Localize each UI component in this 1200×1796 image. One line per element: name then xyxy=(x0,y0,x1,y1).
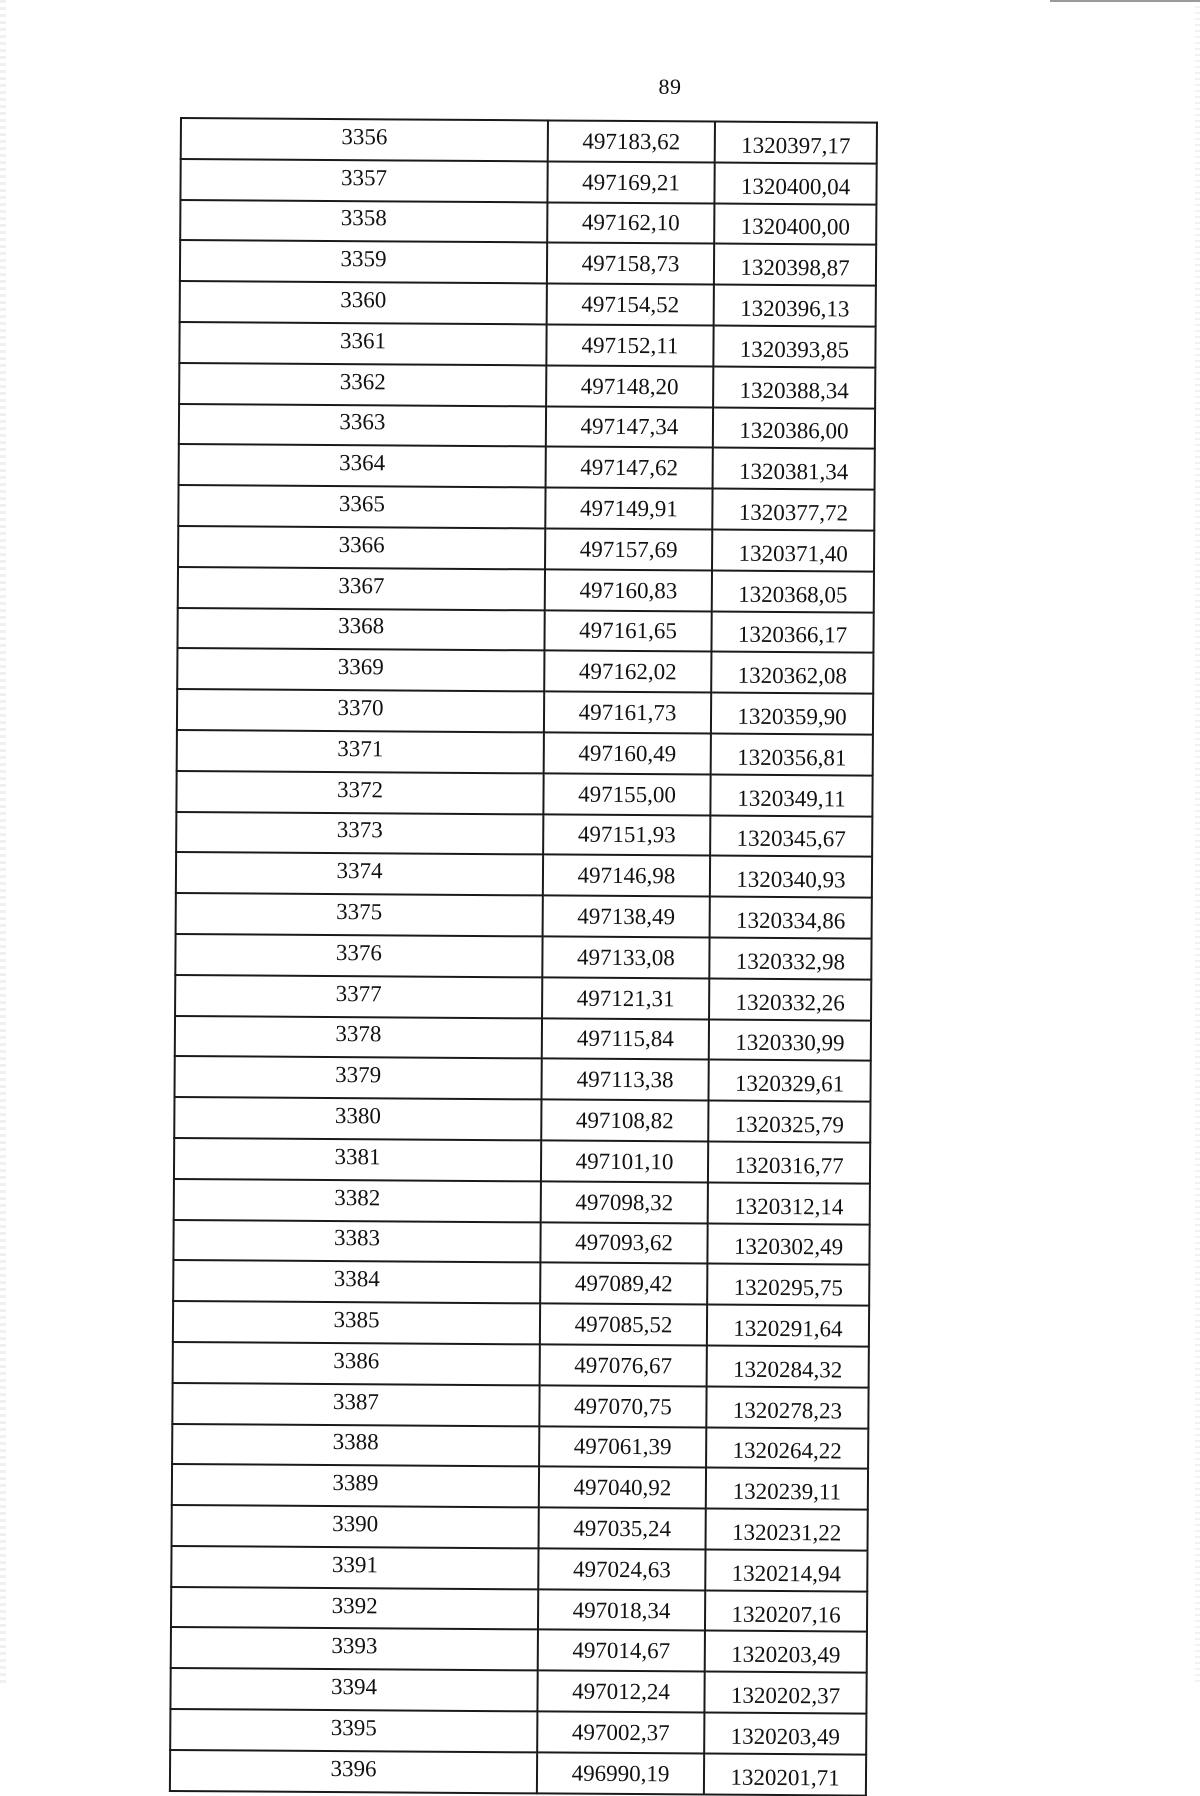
x-coordinate-cell: 497108,82 xyxy=(541,1100,708,1142)
scan-artifact-line xyxy=(1050,0,1200,2)
point-number-cell: 3356 xyxy=(181,118,548,161)
x-coordinate-cell: 497085,52 xyxy=(540,1304,707,1346)
point-number-cell: 3387 xyxy=(172,1383,539,1426)
table-row xyxy=(178,567,874,612)
table-row xyxy=(179,444,875,489)
y-coordinate-cell: 1320393,85 xyxy=(713,326,875,368)
point-number-cell: 3363 xyxy=(179,404,546,447)
table-row xyxy=(172,1383,868,1428)
table-row xyxy=(173,1301,869,1346)
point-number-cell: 3379 xyxy=(174,1056,541,1099)
y-coordinate-cell: 1320396,13 xyxy=(714,285,876,327)
point-number-cell: 3373 xyxy=(176,812,543,855)
table-row xyxy=(174,1056,870,1101)
x-coordinate-cell: 497040,92 xyxy=(539,1467,706,1509)
y-coordinate-cell: 1320388,34 xyxy=(713,366,875,408)
point-number-cell: 3389 xyxy=(172,1464,539,1507)
point-number-cell: 3391 xyxy=(171,1546,538,1589)
x-coordinate-cell: 497076,67 xyxy=(540,1344,707,1386)
table-row xyxy=(171,1587,867,1632)
x-coordinate-cell: 497147,34 xyxy=(546,406,713,448)
table-row xyxy=(173,1219,869,1264)
y-coordinate-cell: 1320295,75 xyxy=(707,1264,869,1306)
point-number-cell: 3383 xyxy=(173,1219,540,1262)
x-coordinate-cell: 497151,93 xyxy=(543,814,710,856)
table-row xyxy=(174,1138,870,1183)
point-number-cell: 3367 xyxy=(178,567,545,610)
x-coordinate-cell: 497154,52 xyxy=(547,284,714,326)
x-coordinate-cell: 497157,69 xyxy=(545,528,712,570)
point-number-cell: 3392 xyxy=(171,1587,538,1630)
table-row xyxy=(177,608,873,653)
point-number-cell: 3357 xyxy=(180,159,547,202)
table-row xyxy=(177,648,873,693)
table-row xyxy=(174,1179,870,1224)
y-coordinate-cell: 1320368,05 xyxy=(712,570,874,612)
point-number-cell: 3386 xyxy=(173,1342,540,1385)
table-row xyxy=(177,689,873,734)
coordinates-table xyxy=(169,117,878,1796)
point-number-cell: 3371 xyxy=(177,730,544,773)
y-coordinate-cell: 1320316,77 xyxy=(708,1141,870,1183)
y-coordinate-cell: 1320291,64 xyxy=(707,1305,869,1347)
table-row xyxy=(176,893,872,938)
y-coordinate-cell: 1320278,23 xyxy=(706,1386,868,1428)
x-coordinate-cell: 497002,37 xyxy=(537,1711,704,1753)
y-coordinate-cell: 1320203,49 xyxy=(705,1631,867,1673)
table-row xyxy=(170,1668,866,1713)
table-row xyxy=(170,1750,866,1795)
point-number-cell: 3360 xyxy=(180,281,547,324)
point-number-cell: 3394 xyxy=(170,1668,537,1711)
y-coordinate-cell: 1320377,72 xyxy=(712,489,874,531)
scan-edge-right xyxy=(1195,0,1200,1686)
x-coordinate-cell: 497035,24 xyxy=(539,1508,706,1550)
point-number-cell: 3377 xyxy=(175,975,542,1018)
x-coordinate-cell: 497149,91 xyxy=(545,488,712,530)
table-row xyxy=(171,1546,867,1591)
x-coordinate-cell: 496990,19 xyxy=(537,1752,704,1794)
table-row xyxy=(176,771,872,816)
x-coordinate-cell: 497162,02 xyxy=(544,651,711,693)
x-coordinate-cell: 497113,38 xyxy=(541,1059,708,1101)
point-number-cell: 3365 xyxy=(178,485,545,528)
coordinates-table-wrapper xyxy=(169,117,878,1796)
point-number-cell: 3358 xyxy=(180,200,547,243)
point-number-cell: 3364 xyxy=(179,444,546,487)
table-row xyxy=(174,1097,870,1142)
point-number-cell: 3366 xyxy=(178,526,545,569)
y-coordinate-cell: 1320371,40 xyxy=(712,530,874,572)
y-coordinate-cell: 1320312,14 xyxy=(708,1182,870,1224)
point-number-cell: 3374 xyxy=(176,852,543,895)
point-number-cell: 3375 xyxy=(176,893,543,936)
y-coordinate-cell: 1320325,79 xyxy=(708,1101,870,1143)
scan-edge-left xyxy=(0,0,6,1686)
x-coordinate-cell: 497024,63 xyxy=(538,1548,705,1590)
table-row xyxy=(179,404,875,449)
x-coordinate-cell: 497101,10 xyxy=(541,1140,708,1182)
x-coordinate-cell: 497161,73 xyxy=(544,692,711,734)
y-coordinate-cell: 1320345,67 xyxy=(710,815,872,857)
y-coordinate-cell: 1320330,99 xyxy=(709,1019,871,1061)
y-coordinate-cell: 1320400,00 xyxy=(714,203,876,245)
table-row xyxy=(179,363,875,408)
table-row xyxy=(178,526,874,571)
x-coordinate-cell: 497148,20 xyxy=(546,365,713,407)
table-row xyxy=(180,240,876,285)
point-number-cell: 3381 xyxy=(174,1138,541,1181)
point-number-cell: 3376 xyxy=(175,934,542,977)
y-coordinate-cell: 1320201,71 xyxy=(704,1753,866,1795)
point-number-cell: 3395 xyxy=(170,1709,537,1752)
y-coordinate-cell: 1320202,37 xyxy=(704,1672,866,1714)
page-number: 89 xyxy=(658,74,682,99)
x-coordinate-cell: 497014,67 xyxy=(538,1630,705,1672)
x-coordinate-cell: 497133,08 xyxy=(542,936,709,978)
y-coordinate-cell: 1320203,49 xyxy=(704,1713,866,1755)
x-coordinate-cell: 497147,62 xyxy=(546,447,713,489)
x-coordinate-cell: 497138,49 xyxy=(543,896,710,938)
y-coordinate-cell: 1320302,49 xyxy=(707,1223,869,1265)
table-row xyxy=(172,1423,868,1468)
y-coordinate-cell: 1320362,08 xyxy=(711,652,873,694)
point-number-cell: 3382 xyxy=(174,1179,541,1222)
y-coordinate-cell: 1320400,04 xyxy=(714,162,876,204)
y-coordinate-cell: 1320214,94 xyxy=(705,1549,867,1591)
y-coordinate-cell: 1320359,90 xyxy=(711,693,873,735)
table-row xyxy=(180,200,876,245)
y-coordinate-cell: 1320340,93 xyxy=(710,856,872,898)
point-number-cell: 3396 xyxy=(170,1750,537,1793)
x-coordinate-cell: 497121,31 xyxy=(542,977,709,1019)
coordinates-table-body xyxy=(170,118,877,1795)
x-coordinate-cell: 497152,11 xyxy=(546,324,713,366)
table-row xyxy=(175,934,871,979)
y-coordinate-cell: 1320349,11 xyxy=(710,774,872,816)
y-coordinate-cell: 1320264,22 xyxy=(706,1427,868,1469)
table-row xyxy=(178,485,874,530)
table-row xyxy=(171,1627,867,1672)
point-number-cell: 3361 xyxy=(179,322,546,365)
y-coordinate-cell: 1320284,32 xyxy=(707,1345,869,1387)
x-coordinate-cell: 497061,39 xyxy=(539,1426,706,1468)
table-row xyxy=(179,322,875,367)
y-coordinate-cell: 1320334,86 xyxy=(710,897,872,939)
table-row xyxy=(173,1342,869,1387)
table-row xyxy=(181,118,877,163)
x-coordinate-cell: 497160,83 xyxy=(545,569,712,611)
y-coordinate-cell: 1320207,16 xyxy=(705,1590,867,1632)
x-coordinate-cell: 497160,49 xyxy=(544,732,711,774)
x-coordinate-cell: 497146,98 xyxy=(543,855,710,897)
table-row xyxy=(175,975,871,1020)
x-coordinate-cell: 497070,75 xyxy=(539,1385,706,1427)
x-coordinate-cell: 497169,21 xyxy=(547,161,714,203)
table-row xyxy=(172,1464,868,1509)
point-number-cell: 3390 xyxy=(172,1505,539,1548)
y-coordinate-cell: 1320397,17 xyxy=(715,122,877,164)
y-coordinate-cell: 1320356,81 xyxy=(711,733,873,775)
point-number-cell: 3393 xyxy=(171,1627,538,1670)
y-coordinate-cell: 1320332,98 xyxy=(709,937,871,979)
table-row xyxy=(177,730,873,775)
point-number-cell: 3368 xyxy=(177,608,544,651)
table-row xyxy=(180,281,876,326)
point-number-cell: 3380 xyxy=(174,1097,541,1140)
x-coordinate-cell: 497183,62 xyxy=(548,120,715,162)
point-number-cell: 3370 xyxy=(177,689,544,732)
x-coordinate-cell: 497093,62 xyxy=(540,1222,707,1264)
x-coordinate-cell: 497162,10 xyxy=(547,202,714,244)
y-coordinate-cell: 1320332,26 xyxy=(709,978,871,1020)
y-coordinate-cell: 1320329,61 xyxy=(708,1060,870,1102)
x-coordinate-cell: 497089,42 xyxy=(540,1263,707,1305)
table-row xyxy=(175,1016,871,1061)
y-coordinate-cell: 1320239,11 xyxy=(706,1468,868,1510)
x-coordinate-cell: 497155,00 xyxy=(543,773,710,815)
y-coordinate-cell: 1320398,87 xyxy=(714,244,876,286)
table-row xyxy=(176,852,872,897)
table-row xyxy=(173,1260,869,1305)
table-row xyxy=(180,159,876,204)
y-coordinate-cell: 1320381,34 xyxy=(713,448,875,490)
x-coordinate-cell: 497161,65 xyxy=(544,610,711,652)
y-coordinate-cell: 1320386,00 xyxy=(713,407,875,449)
point-number-cell: 3385 xyxy=(173,1301,540,1344)
point-number-cell: 3362 xyxy=(179,363,546,406)
point-number-cell: 3388 xyxy=(172,1423,539,1466)
point-number-cell: 3372 xyxy=(176,771,543,814)
table-row xyxy=(176,812,872,857)
table-row xyxy=(172,1505,868,1550)
point-number-cell: 3359 xyxy=(180,240,547,283)
point-number-cell: 3369 xyxy=(177,648,544,691)
x-coordinate-cell: 497098,32 xyxy=(541,1181,708,1223)
point-number-cell: 3384 xyxy=(173,1260,540,1303)
x-coordinate-cell: 497018,34 xyxy=(538,1589,705,1631)
table-row xyxy=(170,1709,866,1754)
y-coordinate-cell: 1320366,17 xyxy=(711,611,873,653)
point-number-cell: 3378 xyxy=(175,1016,542,1059)
x-coordinate-cell: 497115,84 xyxy=(542,1018,709,1060)
x-coordinate-cell: 497158,73 xyxy=(547,243,714,285)
y-coordinate-cell: 1320231,22 xyxy=(706,1509,868,1551)
x-coordinate-cell: 497012,24 xyxy=(537,1671,704,1713)
